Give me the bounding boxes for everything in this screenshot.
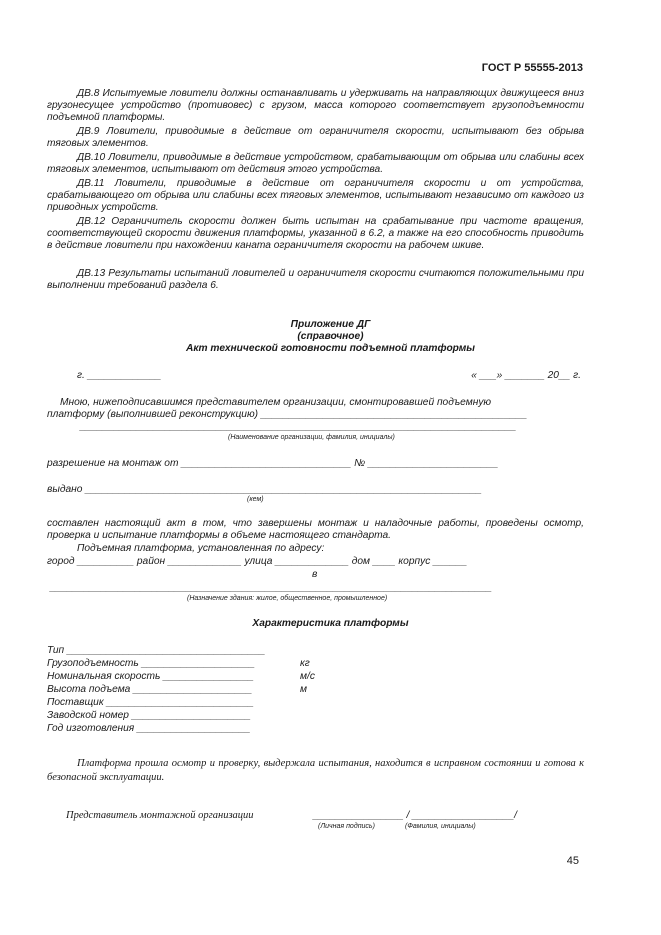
- address-in: в: [312, 569, 318, 580]
- address-line: город __________ район _____________ улица _____________ дом ____ корпус ______: [47, 556, 468, 567]
- paragraph-dv10: ДВ.10 Ловители, приводимые в действие устройством, срабатывающим от обрыва или слабины всех тяговых элементов, испытывают от действия этого устройства.: [47, 152, 584, 175]
- intro-line-3: _____________________________________________________________________________: [80, 421, 517, 432]
- signature-line: ________________ / __________________/: [313, 810, 517, 821]
- char-unit-speed: м/с: [300, 671, 315, 682]
- char-row-speed: Номинальная скорость ________________: [47, 671, 254, 682]
- act-text: составлен настоящий акт в том, что завершены монтаж и наладочные работы, проведены осмотр, проверка и испытание платформы в объеме настоящего стандарта.: [47, 518, 584, 541]
- caption-name: (Фамилия, инициалы): [405, 823, 476, 830]
- char-unit-height: м: [300, 684, 307, 695]
- signature-label: Представитель монтажной организации: [66, 810, 254, 821]
- char-row-capacity: Грузоподъемность ____________________: [47, 658, 255, 669]
- date-line: « ___» _______ 20__ г.: [471, 370, 581, 381]
- char-row-height: Высота подъема _____________________: [47, 684, 253, 695]
- appendix-title: Приложение ДГ: [290, 319, 371, 330]
- intro-line-2: платформу (выполнившей реконструкцию) _______________________________________________: [47, 409, 528, 420]
- city-line: г. _____________: [77, 370, 162, 381]
- page-number: 45: [566, 855, 579, 867]
- paragraph-dv13: ДВ.13 Результаты испытаний ловителей и ограничителя скорости считаются положительными при выполнении требований раздела 6.: [47, 268, 584, 291]
- issued-line: выдано ______________________________________________________________________: [47, 484, 482, 495]
- paragraph-dv11: ДВ.11 Ловители, приводимые в действие от ограничителя скорости и от устройства, срабатывающего от обрыва или слабины всех тяговых элементов, испытывают независимо от каждого из приводных устройств.: [47, 178, 584, 213]
- char-row-year: Год изготовления ____________________: [47, 723, 251, 734]
- paragraph-dv9: ДВ.9 Ловители, приводимые в действие от ограничителя скорости, испытывают без обрыва тяговых элементов.: [47, 126, 584, 149]
- intro-line-1: Мною, нижеподписавшимся представителем организации, смонтировавшей подъемную: [60, 397, 492, 408]
- caption-organization: (Наименование организации, фамилия, инициалы): [228, 434, 395, 441]
- appendix-subtitle: (справочное): [297, 331, 364, 342]
- installed-at-line: Подъемная платформа, установленная по адресу:: [77, 543, 325, 554]
- appendix-name: Акт технической готовности подъемной платформы: [185, 343, 476, 354]
- characteristics-title: Характеристика платформы: [252, 618, 409, 629]
- conclusion-text: Платформа прошла осмотр и проверку, выдержала испытания, находится в исправном состоянии и готова к безопасной эксплуатации.: [47, 758, 584, 783]
- paragraph-dv8: ДВ.8 Испытуемые ловители должны останавливать и удерживать на направляющих движущееся вниз грузонесущее устройство (противовес) с грузом, масса которого соответствует грузоподъемности подъемной платформы.: [47, 88, 584, 123]
- caption-signature: (Личная подпись): [318, 823, 375, 830]
- paragraph-dv12: ДВ.12 Ограничитель скорости должен быть испытан на срабатывание при частоте вращения, соответствующей скорости движения платформы, указанной в 6.2, а также на его способность приводить в действие ловители при нахождении каната ограничителя скорости на рабочем шкиве.: [47, 216, 584, 251]
- caption-building: (Назначение здания: жилое, общественное, промышленное): [187, 595, 388, 602]
- document-header: ГОСТ Р 55555-2013: [481, 62, 583, 74]
- building-line: ______________________________________________________________________________: [50, 582, 492, 593]
- char-row-serial: Заводской номер _____________________: [47, 710, 251, 721]
- caption-issuer: (кем): [247, 496, 264, 503]
- char-row-type: Тип ___________________________________: [47, 645, 266, 656]
- char-unit-capacity: кг: [300, 658, 310, 669]
- permit-line: разрешение на монтаж от ______________________________ № _______________________: [47, 458, 499, 469]
- char-row-supplier: Поставщик __________________________: [47, 697, 254, 708]
